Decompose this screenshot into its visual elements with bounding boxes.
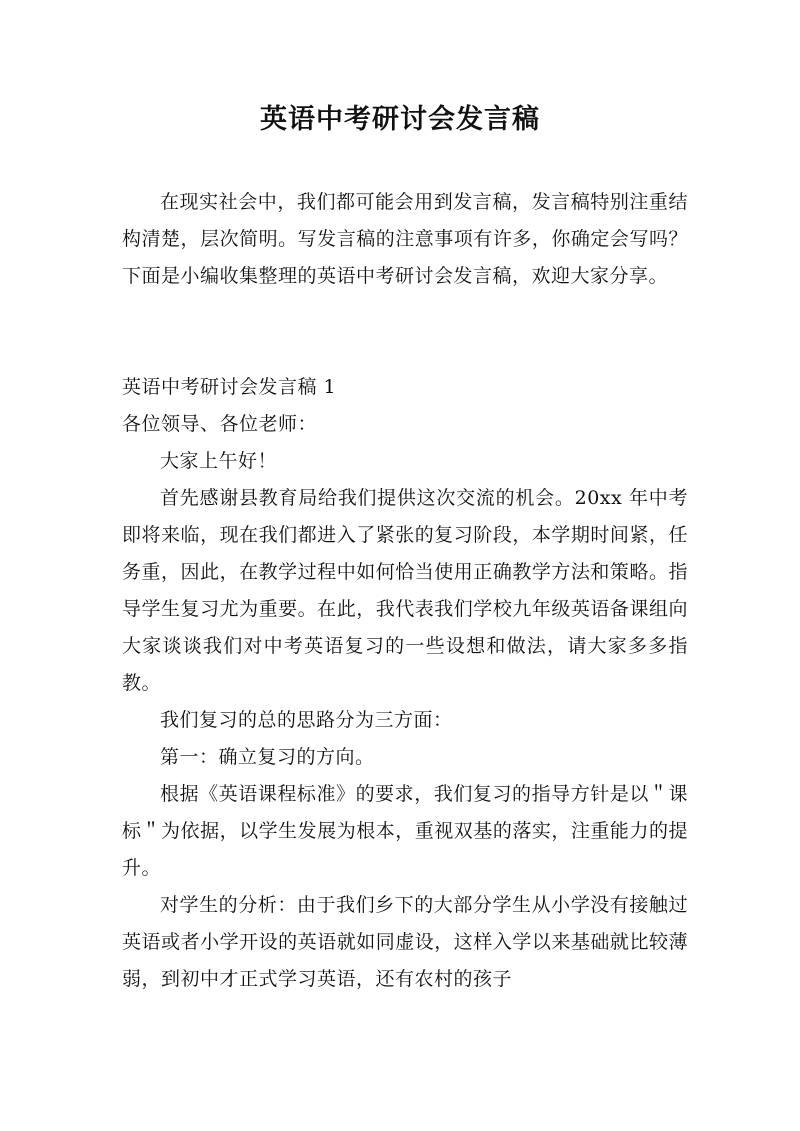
paragraph-student-analysis: 对学生的分析：由于我们乡下的大部分学生从小学没有接触过英语或者小学开设的英语就如同虚设，这样入学以来基础就比较薄弱，到初中才正式学习英语，还有农村的孩子	[122, 894, 688, 990]
salutation: 各位领导、各位老师：	[122, 413, 318, 435]
paragraph-thanks: 首先感谢县教育局给我们提供这次交流的机会。20xx 年中考即将来临，现在我们都进入了紧张的复习阶段，本学期时间紧，任务重，因此，在教学过程中如何恰当使用正确教学方法和策略。指导学生复习尤为重要。在此，我代表我们学校九年级英语备课组向大家谈谈我们对中考英语复习的一些设想和做法，请大家多多指教。	[122, 487, 688, 694]
paragraph-first-point: 第一：确立复习的方向。	[160, 746, 375, 768]
paragraph-approach: 我们复习的总的思路分为三方面：	[160, 709, 453, 731]
intro-section	[122, 184, 688, 295]
intro-paragraph: 在现实社会中，我们都可能会用到发言稿，发言稿特别注重结构清楚，层次简明。写发言稿的注意事项有许多，你确定会写吗？下面是小编收集整理的英语中考研讨会发言稿，欢迎大家分享。	[122, 191, 688, 287]
section-heading: 英语中考研讨会发言稿 1	[122, 376, 337, 398]
paragraph-greeting: 大家上午好！	[160, 450, 278, 472]
speech-section	[122, 369, 688, 998]
paragraph-curriculum: 根据《英语课程标准》的要求，我们复习的指导方针是以＂课标＂为依据，以学生发展为根本，重视双基的落实，注重能力的提升。	[122, 783, 688, 879]
document-title: 英语中考研讨会发言稿	[260, 104, 540, 135]
